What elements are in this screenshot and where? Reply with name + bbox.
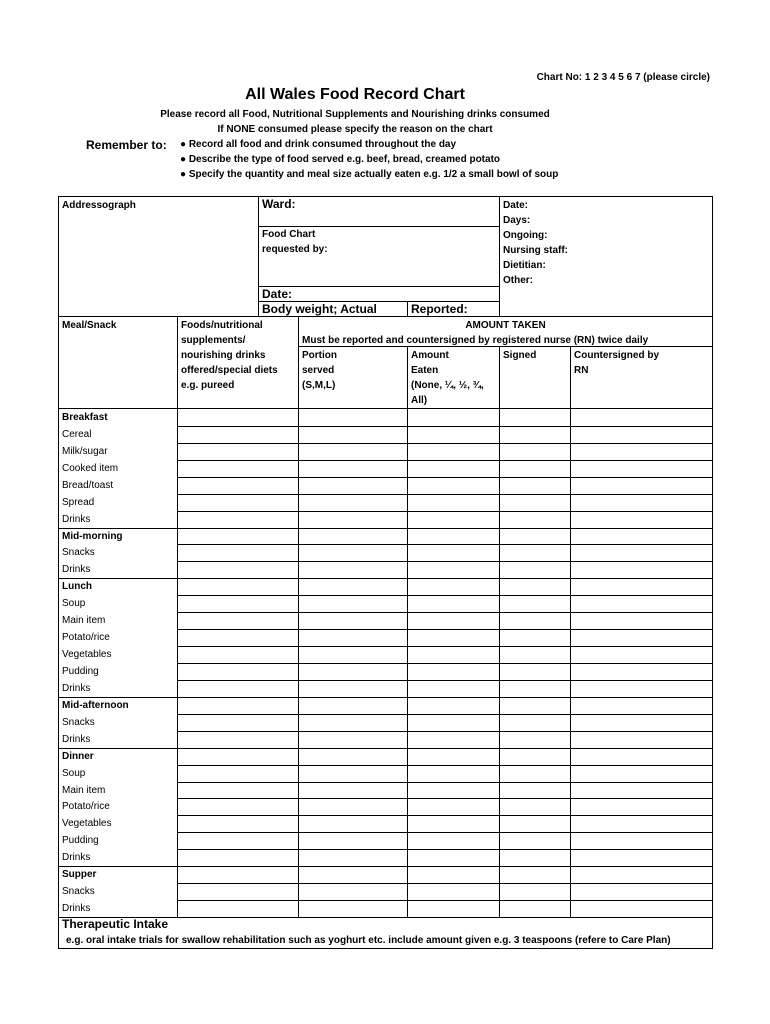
entry-cell[interactable] (408, 561, 499, 577)
entry-cell[interactable] (500, 849, 570, 865)
entry-cell[interactable] (408, 782, 499, 798)
entry-cell[interactable] (299, 782, 407, 798)
entry-cell[interactable] (299, 561, 407, 577)
chart-number: Chart No: 1 2 3 4 5 6 7 (please circle) (536, 72, 710, 83)
entry-cell[interactable] (408, 697, 499, 713)
must-report-note: Must be reported and countersigned by registered nurse (RN) twice daily (302, 335, 649, 346)
entry-cell[interactable] (500, 798, 570, 814)
entry-cell[interactable] (571, 578, 712, 594)
date-label: Date: (262, 287, 293, 301)
entry-cell[interactable] (299, 494, 407, 510)
entry-cell[interactable] (299, 798, 407, 814)
subtitle-1: Please record all Food, Nutritional Supplements and Nourishing drinks consumed (160, 109, 550, 120)
entry-cell[interactable] (178, 883, 298, 899)
entry-cell[interactable] (408, 765, 499, 781)
entry-cell[interactable] (408, 883, 499, 899)
entry-cell[interactable] (299, 883, 407, 899)
entry-cell[interactable] (178, 426, 298, 442)
entry-cell[interactable] (500, 443, 570, 459)
entry-cell[interactable] (571, 765, 712, 781)
meal-section-label: Lunch (62, 581, 92, 593)
food-item-label: Bread/toast (62, 479, 114, 491)
entry-cell[interactable] (178, 714, 298, 730)
entry-cell[interactable] (178, 578, 298, 594)
countersigned-header-line: RN (574, 365, 589, 376)
instruction-bullet: ● Record all food and drink consumed throughout the day (180, 139, 457, 150)
entry-cell[interactable] (571, 731, 712, 747)
meal-snack-header: Meal/Snack (62, 320, 117, 331)
date-field-label: Date: (503, 200, 529, 211)
meal-section-label: Breakfast (62, 412, 108, 423)
entry-cell[interactable] (178, 409, 298, 425)
therapeutic-intake-desc: e.g. oral intake trials for swallow rehabilitation such as yoghurt etc. include amount given e.g. 3 teaspoons (refere to Care Plan) (66, 935, 671, 946)
entry-cell[interactable] (408, 595, 499, 611)
therapeutic-intake-title: Therapeutic Intake (62, 917, 169, 931)
food-item-label: Drinks (62, 564, 91, 576)
border-left (58, 196, 59, 949)
entry-cell[interactable] (500, 595, 570, 611)
border-top (58, 196, 713, 197)
amount-header-line: (None, ¼, ½, ¾, (411, 380, 484, 391)
entry-cell[interactable] (571, 409, 712, 425)
food-item-label: Vegetables (62, 649, 112, 661)
entry-cell[interactable] (299, 409, 407, 425)
entry-cell[interactable] (408, 443, 499, 459)
entry-cell[interactable] (178, 900, 298, 916)
meal-section-label: Mid-morning (62, 530, 123, 542)
food-chart-label: Food Chart (262, 229, 316, 240)
food-item-label: Milk/sugar (62, 445, 108, 457)
entry-cell[interactable] (500, 832, 570, 848)
entry-cell[interactable] (299, 714, 407, 730)
addressograph-label: Addressograph (62, 200, 136, 211)
entry-cell[interactable] (299, 528, 407, 544)
portion-header-line: Portion (302, 350, 337, 361)
border-bottom (58, 948, 713, 949)
food-item-label: Drinks (62, 733, 91, 745)
entry-cell[interactable] (178, 511, 298, 527)
entry-cell[interactable] (178, 697, 298, 713)
dietitian-label: Dietitian: (503, 260, 546, 271)
body-weight-label: Body weight; Actual (262, 302, 377, 316)
food-item-label: Snacks (62, 547, 95, 559)
entry-cell[interactable] (299, 815, 407, 831)
meal-section-label: Supper (62, 869, 97, 881)
entry-cell[interactable] (408, 748, 499, 764)
entry-cell[interactable] (408, 798, 499, 814)
entry-cell[interactable] (299, 832, 407, 848)
entry-cell[interactable] (500, 578, 570, 594)
entry-cell[interactable] (178, 663, 298, 679)
entry-cell[interactable] (571, 646, 712, 662)
amount-header-line: Amount (411, 350, 449, 361)
entry-cell[interactable] (178, 680, 298, 696)
entry-cell[interactable] (571, 815, 712, 831)
other-label: Other: (503, 275, 533, 286)
food-item-label: Pudding (62, 666, 99, 677)
food-item-label: Drinks (62, 903, 91, 915)
signed-header: Signed (503, 350, 537, 361)
entry-cell[interactable] (571, 849, 712, 865)
entry-cell[interactable] (571, 443, 712, 459)
entry-cell[interactable] (299, 629, 407, 645)
entry-cell[interactable] (500, 663, 570, 679)
entry-cell[interactable] (500, 782, 570, 798)
entry-cell[interactable] (500, 765, 570, 781)
countersigned-header-line: Countersigned by (574, 350, 660, 361)
entry-cell[interactable] (408, 663, 499, 679)
food-item-label: Cereal (62, 428, 92, 440)
food-item-label: Potato/rice (62, 801, 110, 813)
remember-label: Remember to: (86, 138, 167, 152)
entry-cell[interactable] (299, 748, 407, 764)
entry-cell[interactable] (408, 528, 499, 544)
entry-cell[interactable] (571, 883, 712, 899)
ward-label: Ward: (262, 197, 296, 211)
entry-cell[interactable] (408, 849, 499, 865)
entry-cell[interactable] (500, 748, 570, 764)
entry-cell[interactable] (408, 680, 499, 696)
entry-cell[interactable] (408, 731, 499, 747)
instruction-bullet: ● Specify the quantity and meal size actually eaten e.g. 1/2 a small bowl of soup (180, 169, 559, 180)
page-title: All Wales Food Record Chart (245, 86, 465, 103)
entry-cell[interactable] (571, 832, 712, 848)
portion-header-line: served (302, 365, 335, 376)
entry-cell[interactable] (571, 680, 712, 696)
entry-cell[interactable] (299, 697, 407, 713)
food-item-label: Cooked item (62, 462, 119, 474)
entry-cell[interactable] (500, 900, 570, 916)
foods-header-line: supplements/ (181, 335, 246, 346)
entry-cell[interactable] (299, 680, 407, 696)
entry-cell[interactable] (571, 697, 712, 713)
entry-cell[interactable] (408, 900, 499, 916)
entry-cell[interactable] (571, 782, 712, 798)
entry-cell[interactable] (299, 544, 407, 560)
entry-cell[interactable] (500, 561, 570, 577)
entry-cell[interactable] (571, 595, 712, 611)
entry-cell[interactable] (500, 477, 570, 493)
entry-cell[interactable] (178, 815, 298, 831)
entry-cell[interactable] (571, 561, 712, 577)
entry-cell[interactable] (299, 511, 407, 527)
entry-cell[interactable] (299, 595, 407, 611)
entry-cell[interactable] (500, 731, 570, 747)
instruction-bullet: ● Describe the type of food served e.g. beef, bread, creamed potato (180, 154, 501, 165)
food-item-label: Snacks (62, 716, 95, 728)
entry-cell[interactable] (299, 477, 407, 493)
entry-cell[interactable] (408, 511, 499, 527)
food-item-label: Pudding (62, 835, 99, 847)
requested-by-label: requested by: (262, 244, 328, 255)
entry-cell[interactable] (571, 714, 712, 730)
entry-cell[interactable] (571, 748, 712, 764)
entry-cell[interactable] (408, 815, 499, 831)
entry-cell[interactable] (571, 544, 712, 560)
entry-cell[interactable] (178, 629, 298, 645)
amount-taken-header: AMOUNT TAKEN (465, 320, 546, 331)
entry-cell[interactable] (571, 460, 712, 476)
entry-cell[interactable] (299, 765, 407, 781)
entry-cell[interactable] (178, 798, 298, 814)
entry-cell[interactable] (500, 494, 570, 510)
entry-cell[interactable] (178, 782, 298, 798)
amount-header-line: All) (411, 395, 428, 406)
days-field-label: Days: (503, 215, 531, 226)
divider (258, 286, 499, 287)
foods-header-line: Foods/nutritional (181, 320, 263, 331)
entry-cell[interactable] (299, 646, 407, 662)
divider (58, 316, 713, 317)
entry-cell[interactable] (571, 866, 712, 882)
food-item-label: Soup (62, 598, 86, 610)
foods-header-line: nourishing drinks (181, 350, 266, 361)
entry-cell[interactable] (500, 866, 570, 882)
divider (499, 196, 500, 317)
meal-section-label: Mid-afternoon (62, 699, 129, 711)
entry-cell[interactable] (178, 443, 298, 459)
foods-header-line: e.g. pureed (181, 380, 235, 391)
entry-cell[interactable] (408, 460, 499, 476)
entry-cell[interactable] (571, 798, 712, 814)
entry-cell[interactable] (299, 731, 407, 747)
entry-cell[interactable] (178, 528, 298, 544)
border-right (712, 196, 713, 949)
entry-cell[interactable] (299, 460, 407, 476)
entry-cell[interactable] (500, 714, 570, 730)
entry-cell[interactable] (408, 409, 499, 425)
entry-cell[interactable] (500, 697, 570, 713)
food-item-label: Main item (62, 784, 106, 796)
amount-header-line: Eaten (411, 365, 439, 376)
entry-cell[interactable] (500, 511, 570, 527)
entry-cell[interactable] (408, 477, 499, 493)
divider (258, 196, 259, 317)
entry-cell[interactable] (408, 832, 499, 848)
entry-cell[interactable] (408, 494, 499, 510)
entry-cell[interactable] (408, 612, 499, 628)
entry-cell[interactable] (299, 426, 407, 442)
entry-cell[interactable] (178, 595, 298, 611)
entry-cell[interactable] (571, 528, 712, 544)
entry-cell[interactable] (178, 477, 298, 493)
subtitle-2: If NONE consumed please specify the reason on the chart (217, 124, 493, 135)
entry-cell[interactable] (299, 866, 407, 882)
entry-cell[interactable] (571, 629, 712, 645)
entry-cell[interactable] (408, 714, 499, 730)
entry-cell[interactable] (571, 426, 712, 442)
food-item-label: Potato/rice (62, 632, 110, 644)
entry-cell[interactable] (500, 883, 570, 899)
entry-cell[interactable] (571, 612, 712, 628)
entry-cell[interactable] (500, 680, 570, 696)
portion-header-line: (S,M,L) (302, 380, 336, 391)
entry-cell[interactable] (500, 544, 570, 560)
food-item-label: Vegetables (62, 818, 112, 830)
entry-cell[interactable] (571, 900, 712, 916)
entry-cell[interactable] (571, 494, 712, 510)
entry-cell[interactable] (500, 612, 570, 628)
food-item-label: Soup (62, 767, 86, 779)
entry-cell[interactable] (178, 460, 298, 476)
entry-cell[interactable] (571, 511, 712, 527)
food-item-label: Drinks (62, 852, 91, 864)
entry-cell[interactable] (178, 849, 298, 865)
food-item-label: Drinks (62, 682, 91, 694)
entry-cell[interactable] (178, 646, 298, 662)
meal-section-label: Dinner (62, 750, 94, 762)
entry-cell[interactable] (500, 460, 570, 476)
entry-cell[interactable] (408, 578, 499, 594)
entry-cell[interactable] (408, 866, 499, 882)
entry-cell[interactable] (299, 663, 407, 679)
entry-cell[interactable] (500, 815, 570, 831)
entry-cell[interactable] (299, 443, 407, 459)
entry-cell[interactable] (408, 426, 499, 442)
entry-cell[interactable] (178, 748, 298, 764)
nursing-staff-label: Nursing staff: (503, 245, 568, 256)
entry-cell[interactable] (178, 832, 298, 848)
entry-cell[interactable] (299, 849, 407, 865)
entry-cell[interactable] (299, 612, 407, 628)
entry-cell[interactable] (299, 900, 407, 916)
foods-header-line: offered/special diets (181, 365, 278, 376)
food-item-label: Spread (62, 496, 95, 508)
food-item-label: Snacks (62, 886, 95, 898)
food-item-label: Main item (62, 615, 106, 627)
entry-cell[interactable] (178, 612, 298, 628)
entry-cell[interactable] (178, 731, 298, 747)
entry-cell[interactable] (408, 544, 499, 560)
entry-cell[interactable] (178, 544, 298, 560)
entry-cell[interactable] (408, 629, 499, 645)
divider (407, 301, 408, 317)
entry-cell[interactable] (500, 646, 570, 662)
food-item-label: Drinks (62, 513, 91, 525)
entry-cell[interactable] (178, 561, 298, 577)
entry-cell[interactable] (178, 866, 298, 882)
entry-cell[interactable] (500, 528, 570, 544)
entry-cell[interactable] (571, 663, 712, 679)
entry-cell[interactable] (500, 409, 570, 425)
entry-cell[interactable] (408, 646, 499, 662)
entry-cell[interactable] (178, 765, 298, 781)
entry-cell[interactable] (500, 426, 570, 442)
entry-cell[interactable] (178, 494, 298, 510)
entry-cell[interactable] (299, 578, 407, 594)
entry-cell[interactable] (500, 629, 570, 645)
reported-label: Reported: (411, 302, 468, 316)
ongoing-field-label: Ongoing: (503, 230, 548, 241)
entry-cell[interactable] (571, 477, 712, 493)
